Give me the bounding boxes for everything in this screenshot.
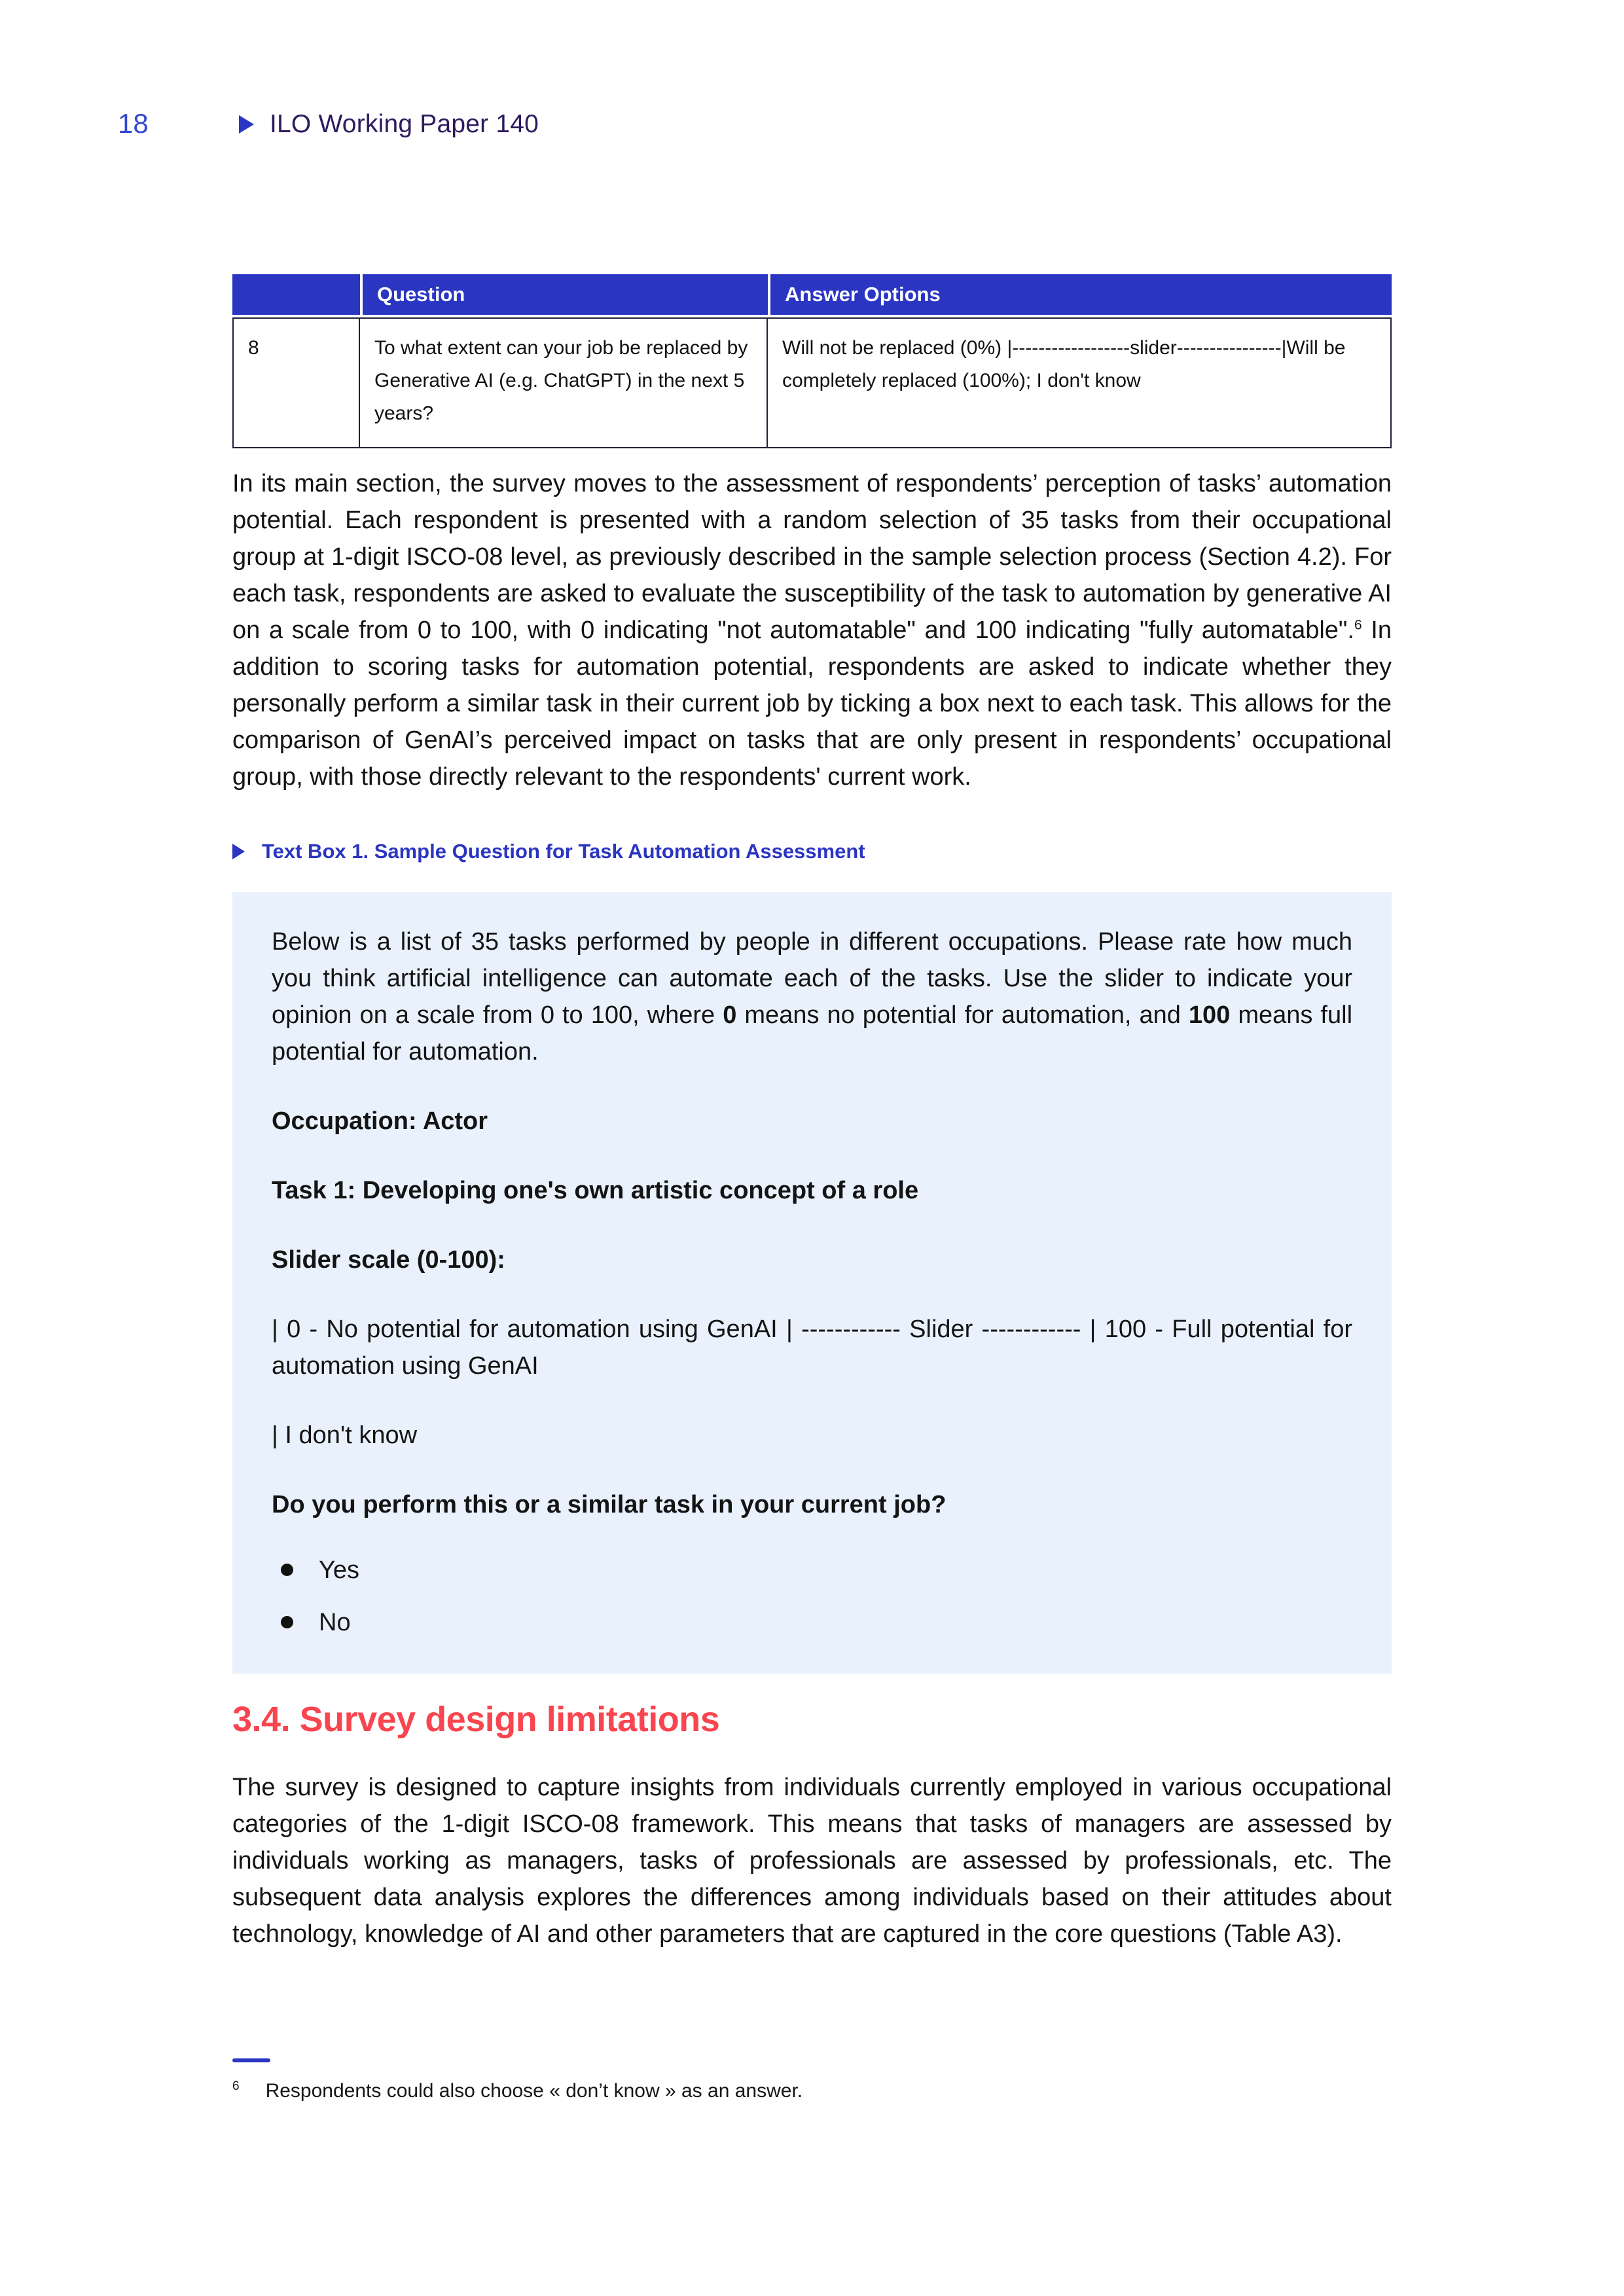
occupation-line: Occupation: Actor (272, 1107, 488, 1135)
paper-title: ILO Working Paper 140 (270, 110, 539, 138)
paper-header (239, 110, 539, 139)
dont-know-line: | I don't know (272, 1422, 418, 1449)
header-cell-question: Question (360, 274, 768, 317)
option-label: Yes (319, 1556, 359, 1584)
option-label: No (319, 1609, 351, 1636)
triangle-right-icon (239, 115, 254, 134)
table-header-row (232, 274, 1392, 317)
footnote-marker: 6 (232, 2079, 240, 2093)
footnote-text: Respondents could also choose « don’t know » as an answer. (265, 2080, 803, 2102)
main-content (232, 274, 1392, 1952)
section-heading: 3.4. Survey design limitations (232, 1700, 720, 1739)
bullet-icon (281, 1616, 293, 1628)
bullet-icon (281, 1564, 293, 1576)
page-number: 18 (118, 108, 149, 139)
cell-question-text: To what extent can your job be replaced by Generative AI (e.g. ChatGPT) in the next 5 years? (360, 317, 768, 448)
question-table (232, 274, 1392, 448)
options-list (272, 1552, 1352, 1641)
header-cell-number (232, 274, 360, 317)
textbox-caption (232, 840, 1392, 863)
slider-scale-line: Slider scale (0-100): (272, 1246, 505, 1274)
box-intro: Below is a list of 35 tasks performed by people in different occupations. Please rate how much you think artificial intelligence can automate each of the tasks. Use the slider to indicate your opinion on a scale from 0 to 100, where 0 means no potential for automation, and 100 means full potential for automation. (272, 928, 1353, 1066)
sample-question-box (232, 892, 1392, 1674)
textbox-caption-text: Text Box 1. Sample Question for Task Automation Assessment (262, 840, 865, 863)
paragraph-task-assessment: In its main section, the survey moves to the assessment of respondents’ perception of tasks’ automation potential. Each respondent is presented with a random selection of 35 tasks from their occupational group at 1-digit ISCO-08 level, as previously described in the sample selection process (Section 4.2). For each task, respondents are asked to evaluate the susceptibility of the task to automation by generative AI on a scale from 0 to 100, with 0 indicating "not automatable" and 100 indicating "fully automatable".$^6$ In addition to scoring tasks for automation potential, respondents are asked to indicate whether they personally perform a similar task in their current job by ticking a box next to each task. This allows for the comparison of GenAI’s perceived impact on tasks that are only present in respondents’ occupational group, with those directly relevant to the respondents' current work. (232, 470, 1392, 791)
perform-question-line: Do you perform this or a similar task in your current job? (272, 1491, 947, 1518)
triangle-right-icon (232, 844, 245, 859)
footnote (232, 2058, 1149, 2105)
table-row (232, 317, 1392, 448)
slider-line: | 0 - No potential for automation using GenAI | ------------ Slider ------------ | 100 - Full potential for automation using GenAI (272, 1316, 1352, 1380)
option-item-yes (281, 1552, 1352, 1588)
cell-answer-options: Will not be replaced (0%) |------------------slider----------------|Will be completely replaced (100%); I don't know (768, 317, 1392, 448)
paragraph-survey-design: The survey is designed to capture insights from individuals currently employed in various occupational categories of the 1-digit ISCO-08 framework. This means that tasks of managers are assessed by individuals working as managers, tasks of professionals are assessed by professionals, etc. The subsequent data analysis explores the differences among individuals based on their attitudes about technology, knowledge of AI and other parameters that are captured in the core questions (Table A3). (232, 1774, 1392, 1948)
cell-question-number: 8 (232, 317, 360, 448)
task-line: Task 1: Developing one's own artistic concept of a role (272, 1177, 919, 1204)
header-cell-answer-options: Answer Options (768, 274, 1392, 317)
option-item-no (281, 1604, 1352, 1641)
footnote-line (232, 2073, 1149, 2105)
footnote-divider (232, 2058, 270, 2062)
